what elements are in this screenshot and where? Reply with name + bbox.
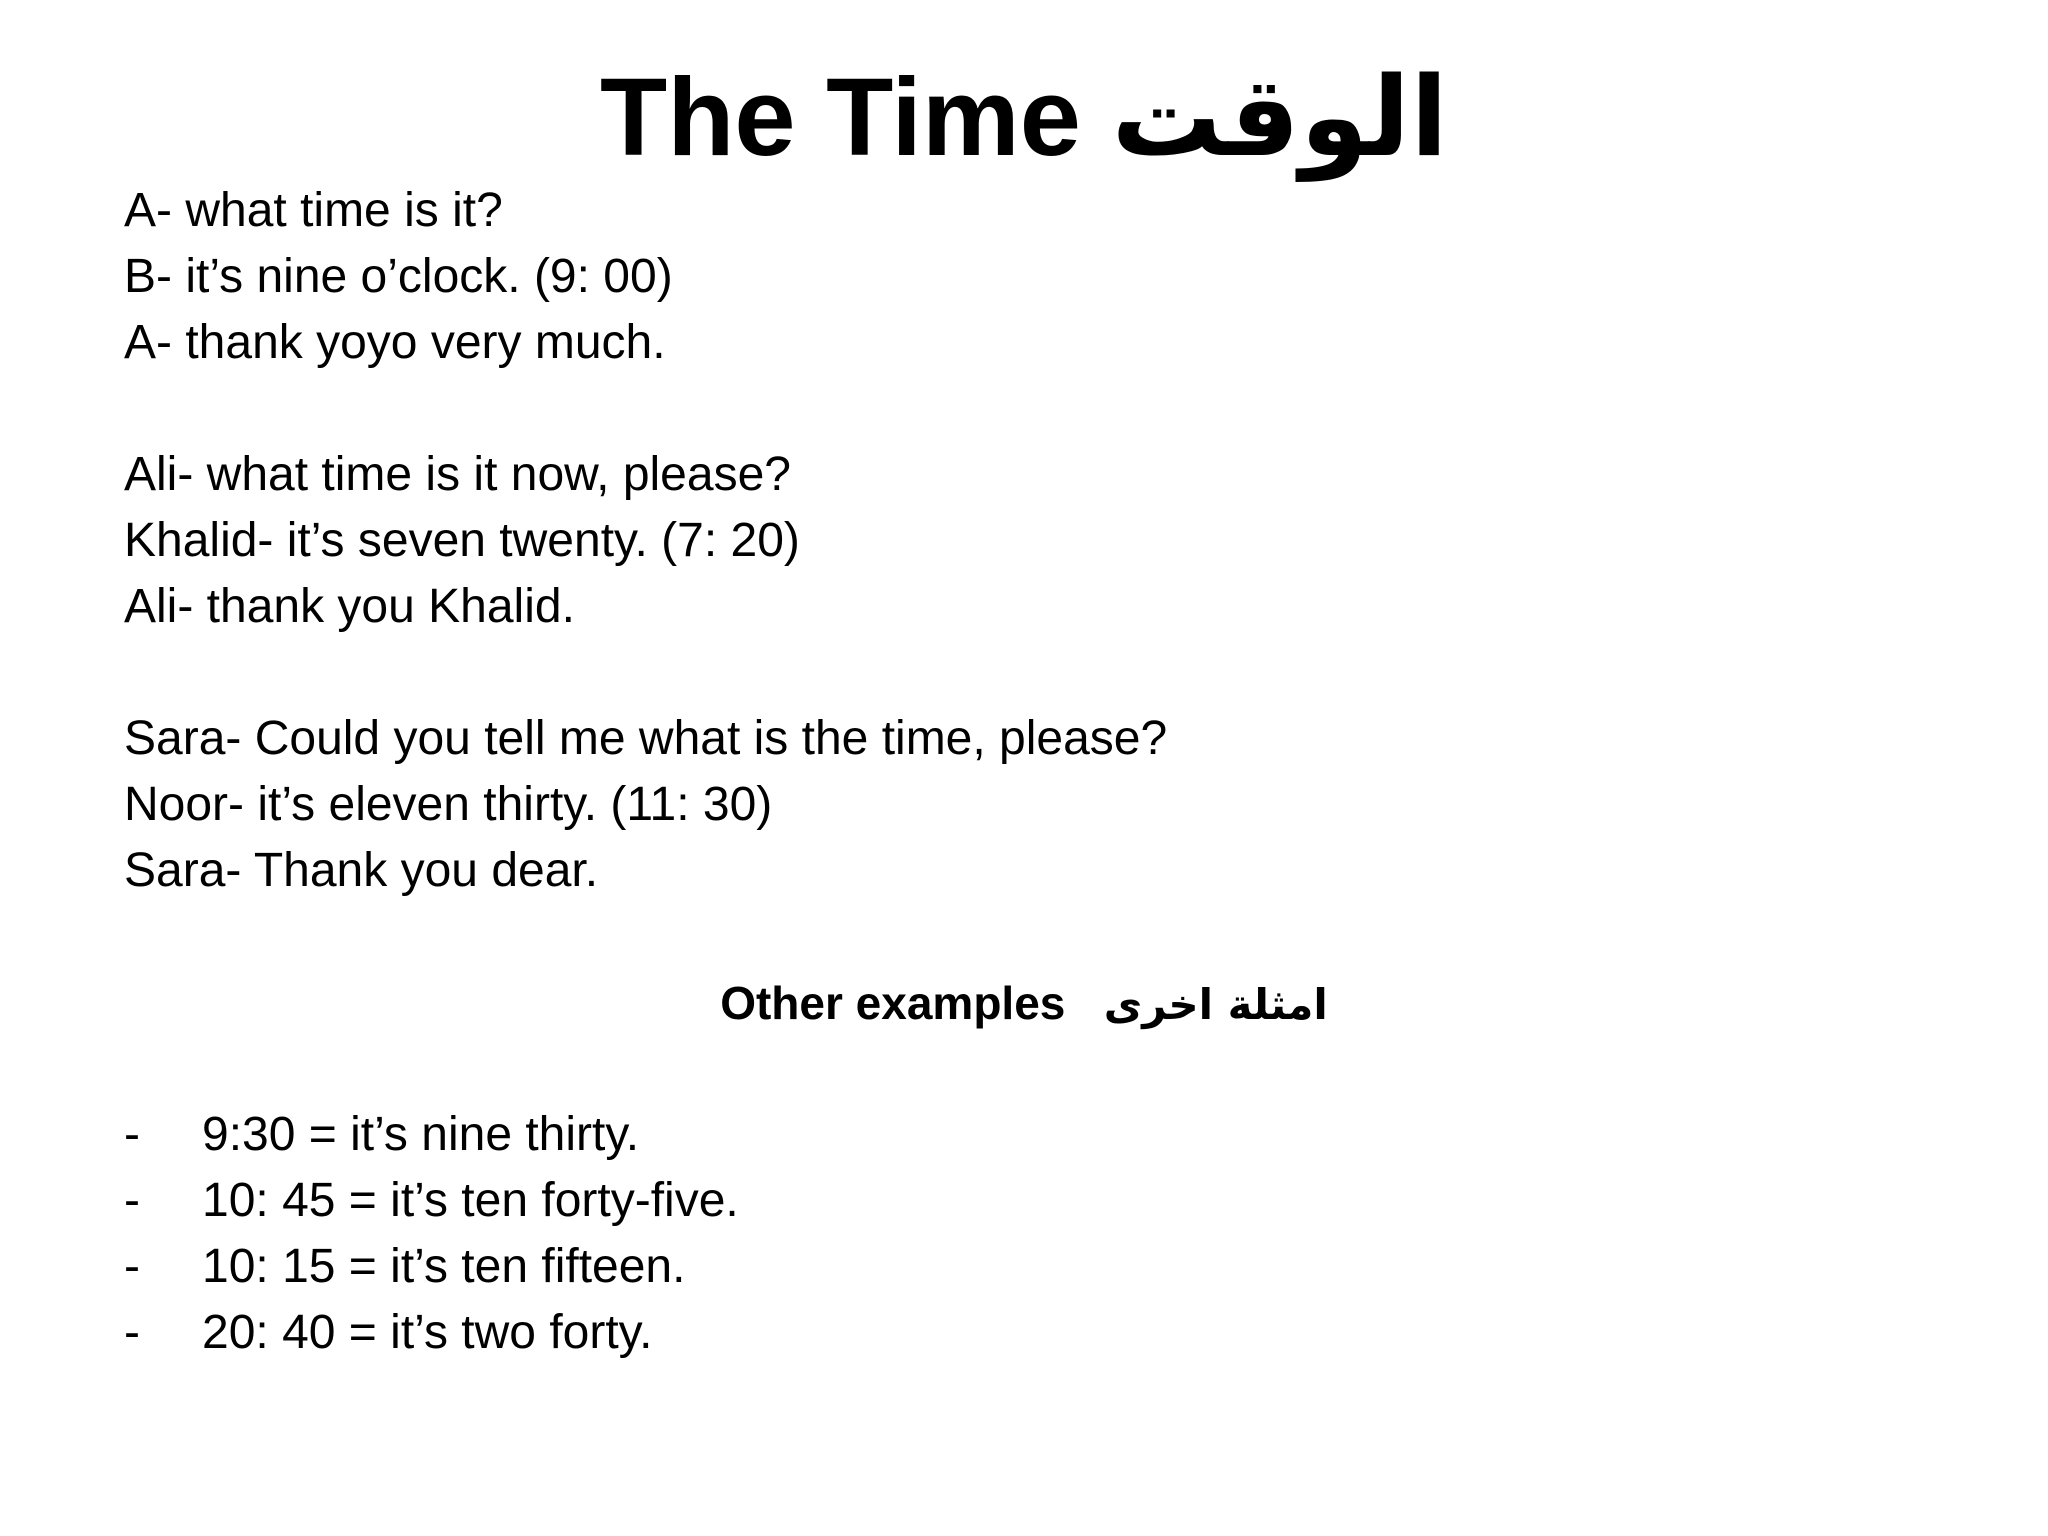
other-examples-heading-english: Other examples	[720, 977, 1066, 1029]
dialogue-line: Khalid- it’s seven twenty. (7: 20)	[124, 514, 800, 567]
bullet-dash: -	[124, 1174, 140, 1227]
dialogue-line: Ali- what time is it now, please?	[124, 448, 791, 501]
spacer	[124, 640, 1924, 706]
bullet-dash: -	[124, 1240, 140, 1293]
list-item-text: 20: 40 = it’s two forty.	[202, 1306, 653, 1359]
list-item	[124, 1168, 1924, 1234]
dialogue-line: Sara- Thank you dear.	[124, 844, 599, 897]
dialogue-1	[124, 178, 1924, 376]
dialogue-line: Sara- Could you tell me what is the time, please?	[124, 712, 1168, 765]
page-title	[0, 52, 2048, 183]
list-item	[124, 1300, 1924, 1366]
list-item-text: 10: 15 = it’s ten fifteen.	[202, 1240, 686, 1293]
list-item	[124, 1234, 1924, 1300]
dialogue-line: Ali- thank you Khalid.	[124, 580, 575, 633]
dialogue-line: A- what time is it?	[124, 184, 503, 237]
dialogue-line: A- thank yoyo very much.	[124, 316, 666, 369]
title-arabic: الوقت	[1111, 53, 1448, 181]
bullet-dash: -	[124, 1108, 140, 1161]
list-item-text: 9:30 = it’s nine thirty.	[202, 1108, 640, 1161]
examples-list	[124, 1102, 1924, 1366]
dialogue-line: Noor- it’s eleven thirty. (11: 30)	[124, 778, 773, 831]
dialogue-2	[124, 442, 1924, 640]
other-examples-heading-arabic: امثلة اخرى	[1103, 980, 1328, 1029]
other-examples-heading	[0, 970, 2048, 1036]
bullet-dash: -	[124, 1306, 140, 1359]
spacer	[124, 1036, 1924, 1102]
list-item-text: 10: 45 = it’s ten forty-five.	[202, 1174, 739, 1227]
dialogue-line: B- it’s nine o’clock. (9: 00)	[124, 250, 673, 303]
title-english: The Time	[600, 56, 1081, 179]
list-item	[124, 1102, 1924, 1168]
slide-body	[124, 178, 1924, 1366]
dialogue-3	[124, 706, 1924, 904]
spacer	[124, 904, 1924, 970]
spacer	[124, 376, 1924, 442]
